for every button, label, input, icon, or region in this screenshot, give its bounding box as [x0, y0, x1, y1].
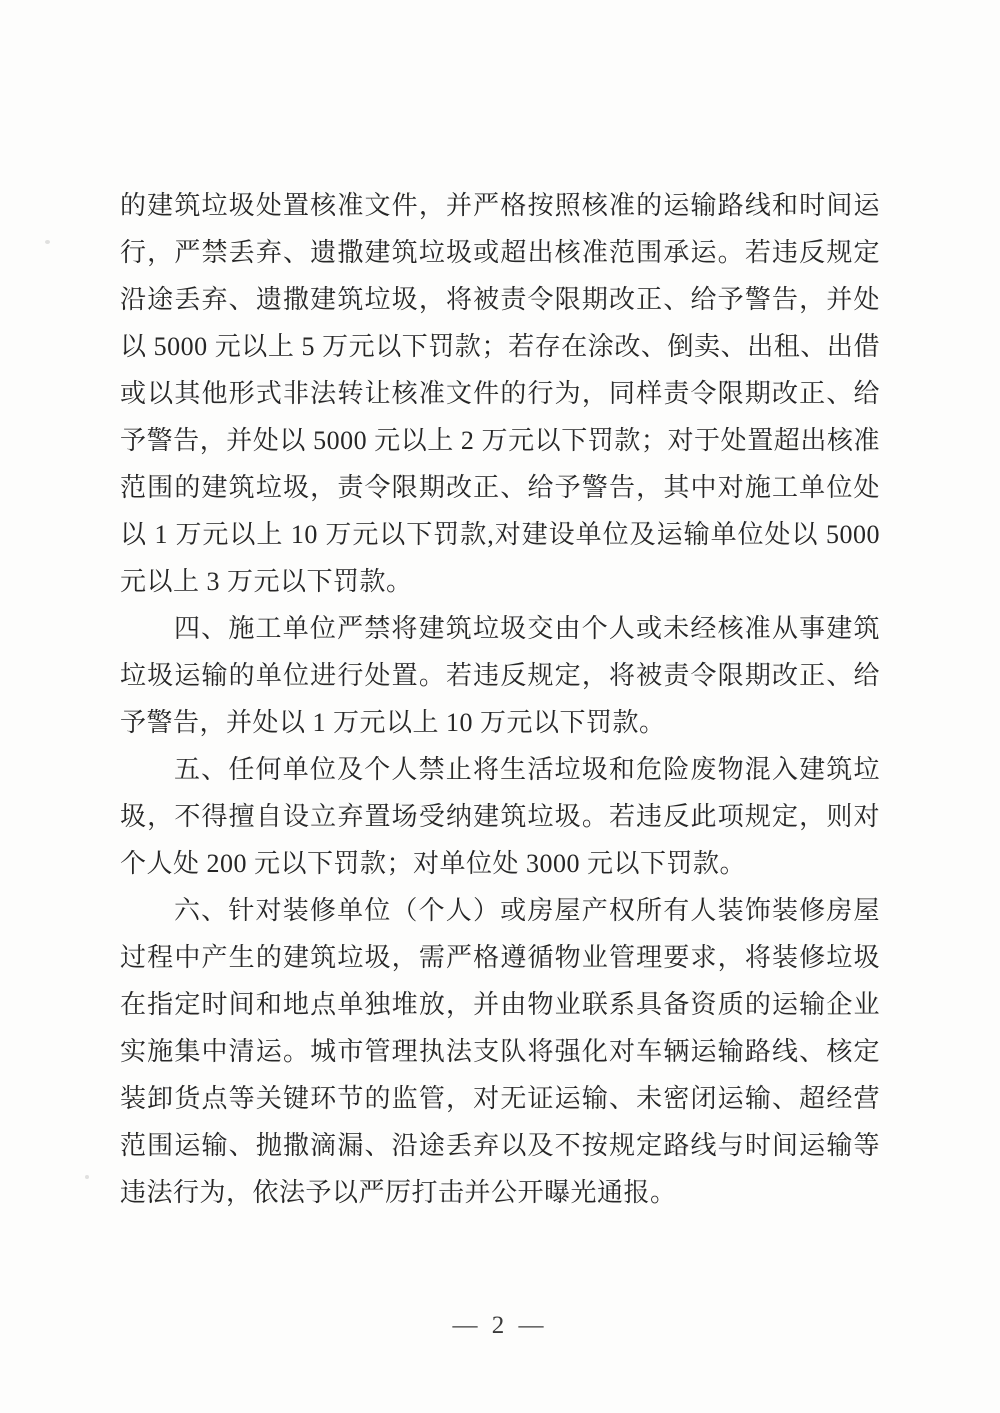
scan-speck: [85, 1175, 89, 1179]
text-line: 在指定时间和地点单独堆放，并由物业联系具备资质的运输企业: [120, 990, 880, 1019]
paragraph-5-first-line: 五、任何单位及个人禁止将生活垃圾和危险废物混入建筑垃: [174, 755, 880, 784]
text-line: 的建筑垃圾处置核准文件，并严格按照核准的运输路线和时间运: [120, 191, 880, 220]
text-line: 范围运输、抛撒滴漏、沿途丢弃以及不按规定路线与时间运输等: [120, 1131, 880, 1160]
text-line: 沿途丢弃、遗撒建筑垃圾，将被责令限期改正、给予警告，并处: [120, 285, 880, 314]
text-line: 行，严禁丢弃、遗撒建筑垃圾或超出核准范围承运。若违反规定: [120, 238, 880, 267]
text-line: 予警告，并处以 5000 元以上 2 万元以下罚款；对于处置超出核准: [120, 426, 880, 455]
scan-speck: [45, 240, 50, 244]
text-line: 或以其他形式非法转让核准文件的行为，同样责令限期改正、给: [120, 379, 880, 408]
text-line: 装卸货点等关键环节的监管，对无证运输、未密闭运输、超经营: [120, 1084, 880, 1113]
document-body: [120, 182, 880, 1216]
paragraph-4-first-line: 四、施工单位严禁将建筑垃圾交由个人或未经核准从事建筑: [174, 614, 880, 643]
text-line: 圾，不得擅自设立弃置场受纳建筑垃圾。若违反此项规定，则对: [120, 802, 880, 831]
text-line: 元以上 3 万元以下罚款。: [120, 567, 413, 596]
text-line: 实施集中清运。城市管理执法支队将强化对车辆运输路线、核定: [120, 1037, 880, 1066]
text-line: 范围的建筑垃圾，责令限期改正、给予警告，其中对施工单位处: [120, 473, 880, 502]
text-line: 过程中产生的建筑垃圾，需严格遵循物业管理要求，将装修垃圾: [120, 943, 880, 972]
paragraph-6-first-line: 六、针对装修单位（个人）或房屋产权所有人装饰装修房屋: [174, 896, 880, 925]
text-line: 予警告，并处以 1 万元以上 10 万元以下罚款。: [120, 708, 666, 737]
page-number: — 2 —: [452, 1312, 548, 1339]
text-line: 违法行为，依法予以严厉打击并公开曝光通报。: [120, 1178, 677, 1207]
text-line: 垃圾运输的单位进行处置。若违反规定，将被责令限期改正、给: [120, 661, 880, 690]
text-line: 以 1 万元以上 10 万元以下罚款,对建设单位及运输单位处以 5000: [120, 520, 880, 549]
text-line: 以 5000 元以上 5 万元以下罚款；若存在涂改、倒卖、出租、出借: [120, 332, 880, 361]
text-line: 个人处 200 元以下罚款；对单位处 3000 元以下罚款。: [120, 849, 747, 878]
